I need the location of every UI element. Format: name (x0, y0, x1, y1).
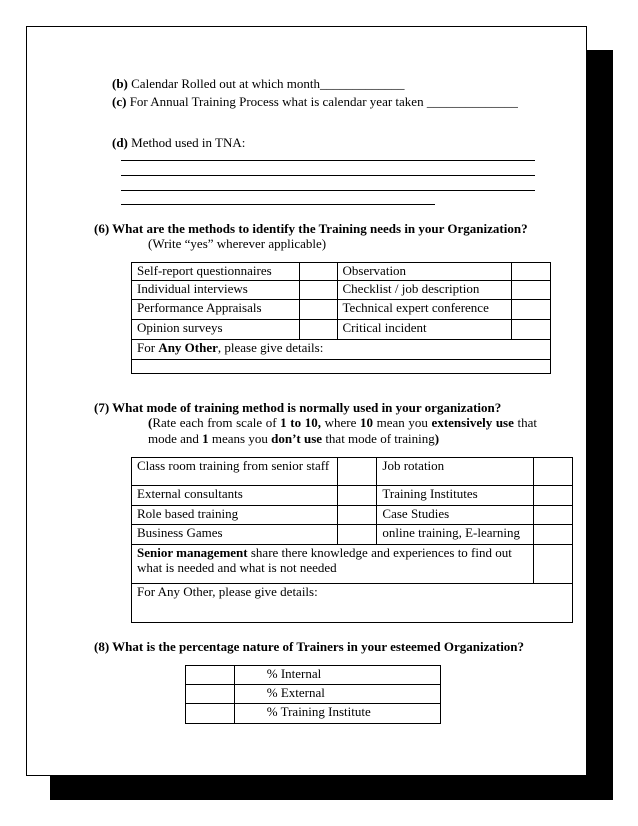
q7-rating-cell[interactable] (534, 545, 573, 584)
q6-answer-cell[interactable] (299, 320, 337, 340)
table-row (132, 340, 551, 360)
q7-rating-cell[interactable] (534, 486, 573, 506)
item-d-text: Method used in TNA: (131, 135, 246, 150)
table-row (132, 506, 573, 525)
q6-other-bold: Any Other (158, 340, 218, 355)
item-c-marker: (c) (112, 94, 127, 109)
item-b-marker: (b) (112, 76, 128, 91)
q7-note-part: extensively use (431, 415, 514, 430)
q6-method-label: Technical expert conference (337, 300, 512, 320)
q7-method-label: External consultants (132, 486, 338, 506)
q6-method-label: Observation (337, 263, 512, 281)
q6-answer-cell[interactable] (512, 300, 551, 320)
table-row (132, 545, 573, 584)
q7-note-part: means you (208, 431, 272, 446)
q6-other-suffix: , please give details: (217, 340, 324, 355)
q7-note (148, 415, 537, 447)
answer-line[interactable] (121, 190, 535, 191)
item-b-text: Calendar Rolled out at which month_____________ (131, 76, 405, 91)
table-row (186, 704, 441, 724)
table-row (132, 320, 551, 340)
q7-other-label[interactable]: For Any Other, please give details: (132, 584, 573, 623)
q7-rating-cell[interactable] (337, 506, 377, 525)
q6-method-label: Opinion surveys (132, 320, 300, 340)
q7-note-part: 1 to 10, (280, 415, 321, 430)
table-row (132, 281, 551, 300)
answer-line[interactable] (121, 175, 535, 176)
q6-method-label: Critical incident (337, 320, 512, 340)
q7-method-label: Business Games (132, 525, 338, 545)
q7-method-label: Class room training from senior staff (132, 458, 338, 486)
q7-method-label: Role based training (132, 506, 338, 525)
q6-title: (6) What are the methods to identify the Training needs in your Organization? (94, 221, 528, 236)
q7-senior-rest: share there knowledge and experiences to find out what is needed and what is not needed (137, 545, 512, 575)
q7-note-part: Rate each from scale of (152, 415, 281, 430)
q7-method-label: Job rotation (377, 458, 534, 486)
table-row (186, 685, 441, 704)
q6-other-label (132, 340, 551, 360)
table-row (132, 584, 573, 623)
q7-rating-cell[interactable] (534, 506, 573, 525)
q7-rating-cell[interactable] (534, 458, 573, 486)
q7-rating-cell[interactable] (337, 486, 377, 506)
q8-percent-cell[interactable] (186, 685, 235, 704)
q7-method-label: Training Institutes (377, 486, 534, 506)
q7-senior-management-label (132, 545, 534, 584)
table-row (132, 525, 573, 545)
q7-rating-cell[interactable] (534, 525, 573, 545)
q7-method-label: Case Studies (377, 506, 534, 525)
table-row (132, 300, 551, 320)
q6-method-label: Individual interviews (132, 281, 300, 300)
q8-title: (8) What is the percentage nature of Trainers in your esteemed Organization? (94, 639, 525, 654)
answer-line[interactable] (121, 160, 535, 161)
table-row (132, 486, 573, 506)
q7-note-part: mean you (373, 415, 432, 430)
item-c (112, 94, 518, 110)
answer-line[interactable] (121, 204, 435, 205)
q8-table (185, 665, 441, 724)
q6-other-answer[interactable] (132, 360, 551, 374)
q7-note-part: 1 (202, 431, 209, 446)
q6-method-label: Checklist / job description (337, 281, 512, 300)
q8-percent-cell[interactable] (186, 666, 235, 685)
q6-answer-cell[interactable] (512, 263, 551, 281)
q8-trainer-label: % External (234, 685, 440, 704)
q6-other-prefix: For (137, 340, 159, 355)
q6-note: (Write “yes” wherever applicable) (148, 236, 327, 251)
q7-senior-bold: Senior management (137, 545, 248, 560)
item-c-text: For Annual Training Process what is calendar year taken ______________ (129, 94, 518, 109)
table-row (132, 263, 551, 281)
table-row (132, 458, 573, 486)
q7-note-part: ( (148, 415, 153, 430)
q6-answer-cell[interactable] (512, 320, 551, 340)
q7-title: (7) What mode of training method is normally used in your organization? (94, 400, 502, 415)
item-b (112, 76, 404, 92)
q7-note-part: that mode and (148, 415, 538, 446)
q8-percent-cell[interactable] (186, 704, 235, 724)
item-d-marker: (d) (112, 135, 128, 150)
q7-note-part: where (321, 415, 361, 430)
q6-answer-cell[interactable] (299, 281, 337, 300)
q6-method-label: Performance Appraisals (132, 300, 300, 320)
q7-rating-cell[interactable] (337, 458, 377, 486)
q6-method-label: Self-report questionnaires (132, 263, 300, 281)
q7-note-part: don’t use (271, 431, 323, 446)
item-d (112, 135, 245, 151)
q6-answer-cell[interactable] (299, 263, 337, 281)
q7-method-label: online training, E-learning (377, 525, 534, 545)
q8-trainer-label: % Internal (234, 666, 440, 685)
q7-table (131, 457, 573, 623)
q6-answer-cell[interactable] (299, 300, 337, 320)
q7-rating-cell[interactable] (337, 525, 377, 545)
q6-answer-cell[interactable] (512, 281, 551, 300)
q7-note-part: 10 (360, 415, 374, 430)
q8-trainer-label: % Training Institute (234, 704, 440, 724)
q7-note-part: that mode of training (322, 431, 435, 446)
q7-note-part: ) (434, 431, 440, 446)
table-row (132, 360, 551, 374)
table-row (186, 666, 441, 685)
q6-table (131, 262, 551, 374)
